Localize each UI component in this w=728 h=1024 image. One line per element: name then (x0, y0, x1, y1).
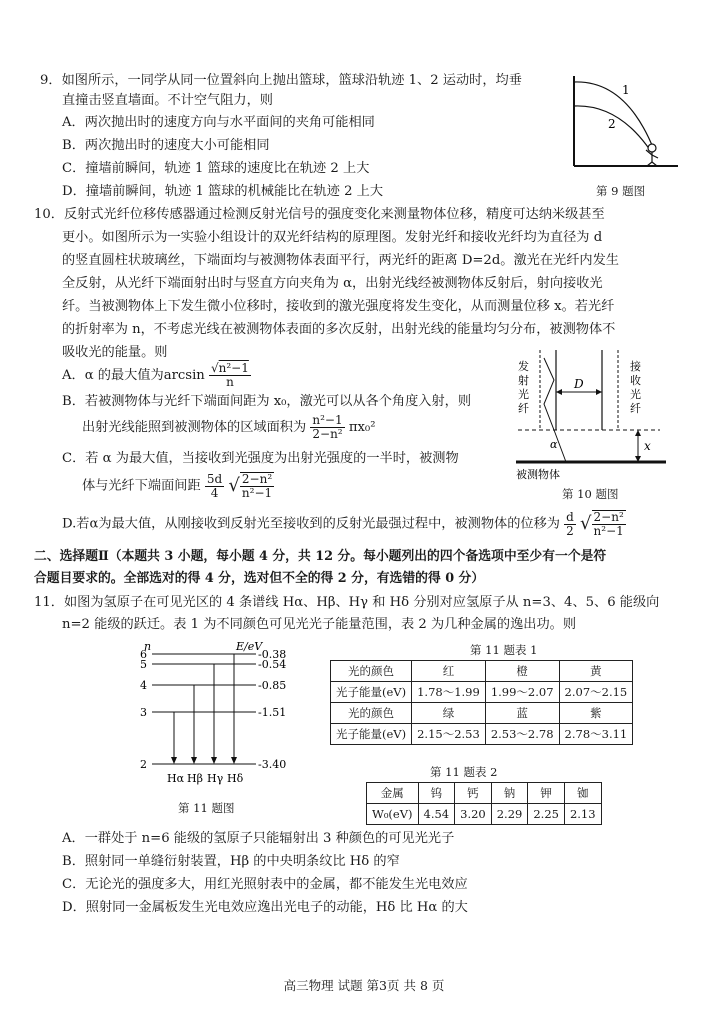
q11-n-label: n (144, 640, 152, 653)
table-cell: 铷 (564, 783, 601, 804)
q10-d-fden: 2 (566, 523, 574, 538)
q10-option-b-line2 (82, 414, 376, 444)
q9-fig-label-1: 1 (622, 83, 630, 97)
table-cell: 红 (412, 661, 486, 682)
q10-fig-alpha: α (550, 438, 558, 451)
table-cell: 1.78～1.99 (412, 682, 486, 703)
q10-fig-left4: 纤 (518, 402, 529, 415)
table-cell: 光的颜色 (331, 703, 412, 724)
q11-line-hdelta: Hδ (227, 772, 244, 785)
q11-option-a: A．一群处于 n=6 能级的氢原子只能辐射出 3 种颜色的可见光光子 (62, 831, 455, 846)
q10-a-fraction: $\frac{\text{√n²−1}}{n}$ (210, 361, 249, 389)
q10-fig-x: x (644, 439, 651, 453)
q10-b-text: 出射光线能照到被测物体的区域面积为 (82, 420, 307, 435)
q9-option-d: D．撞墙前瞬间，轨迹 1 篮球的机械能比在轨迹 2 上大 (62, 184, 384, 199)
q11-level-4-e: -0.85 (258, 679, 287, 692)
page-footer: 高三物理 试题 第3页 共 8 页 (283, 978, 445, 993)
q9-stem-line1: 9．如图所示，一同学从同一位置斜向上抛出篮球，篮球沿轨迹 1、2 运动时，均垂 (40, 73, 522, 88)
q10-c-radical (240, 472, 274, 500)
q9-figure (566, 74, 686, 180)
q9-option-b: B．两次抛出时的速度大小可能相同 (62, 138, 270, 153)
section2-header-line2: 合题目要求的。全部选对的得 4 分，选对但不全的得 2 分，有选错的得 0 分） (34, 571, 485, 586)
q10-fig-left1: 发 (518, 360, 529, 373)
q9-option-a: A．两次抛出时的速度方向与水平面间的夹角可能相同 (62, 115, 375, 130)
q10-line7: 吸收光的能量。则 (62, 345, 168, 360)
table-cell: 钙 (455, 783, 492, 804)
table-cell: 光的颜色 (331, 661, 412, 682)
table-cell: 2.29 (491, 804, 528, 825)
q10-d-radical (592, 510, 626, 538)
table-cell: 金属 (367, 783, 419, 804)
q11-level-6-e: -0.38 (258, 648, 287, 661)
table-row (367, 804, 602, 825)
q10-c-den: n²−1 (241, 486, 273, 500)
q10-b-post: πx₀² (348, 420, 376, 435)
q10-d-text: D.若α为最大值，从刚接收到反射光至接收到的反射光最强过程中，被测物体的位移为 (62, 516, 560, 532)
q11-level-3-e: -1.51 (258, 706, 287, 719)
q10-c-fden: 4 (210, 485, 219, 500)
q9-stem-line2: 直撞击竖直墙面。不计空气阻力，则 (62, 93, 273, 108)
q11-line-halpha: Hα (167, 772, 185, 785)
q10-option-b-line1: B．若被测物体与光纤下端面间距为 x₀，激光可以从各个角度入射，则 (62, 394, 472, 409)
table-cell: 1.99～2.07 (485, 682, 559, 703)
q10-line4: 全反射，从光纤下端面射出时与竖直方向夹角为 α，出射光线经被测物体反射后，射向接收光 (62, 276, 603, 291)
q11-level-2-e: -3.40 (258, 758, 287, 771)
q11-level-2-n: 2 (140, 758, 147, 771)
q11-option-c: C．无论光的强度多大，用红光照射表中的金属，都不能发生光电效应 (62, 877, 468, 892)
q10-d-fnum: d (566, 509, 574, 524)
q11-line1: 11．如图为氢原子在可见光区的 4 条谱线 Hα、Hβ、Hγ 和 Hδ 分别对应氢原子从 n=3、4、5、6 能级向 (34, 595, 660, 610)
q10-figure (510, 348, 680, 480)
table-cell: 钠 (491, 783, 528, 804)
table-row (331, 724, 633, 745)
q10-caption: 第 10 题图 (562, 487, 619, 501)
table-cell: 绿 (412, 703, 486, 724)
q10-d-coef (564, 511, 576, 538)
table-cell: 钾 (528, 783, 565, 804)
q10-d-den: n²−1 (593, 524, 624, 538)
q10-c-text: 体与光纤下端面间距 (82, 478, 201, 494)
q11-energy-diagram (132, 640, 302, 786)
q10-b-num: n²−1 (312, 413, 343, 427)
table-cell: 2.53～2.78 (485, 724, 559, 745)
table-cell: W₀(eV) (367, 804, 419, 825)
q11-level-4-n: 4 (140, 679, 147, 692)
q10-c-num: 2−n² (241, 472, 273, 486)
q10-fig-right1: 接 (630, 360, 641, 373)
q11-level-5-n: 5 (140, 658, 147, 671)
q10-fig-right2: 收 (630, 374, 641, 387)
q9-caption: 第 9 题图 (596, 184, 646, 198)
q11-table1 (330, 660, 633, 745)
q10-d-num: 2−n² (593, 510, 624, 524)
q11-option-b: B．照射同一单缝衍射装置，Hβ 的中央明条纹比 Hδ 的窄 (62, 854, 400, 869)
q11-option-d: D．照射同一金属板发生光电效应逸出光电子的动能，Hδ 比 Hα 的大 (62, 900, 468, 915)
table-row (331, 682, 633, 703)
table-row (331, 661, 633, 682)
table-cell: 橙 (485, 661, 559, 682)
table-cell: 3.20 (455, 804, 492, 825)
q10-a-den: n (226, 375, 234, 389)
table-cell: 黄 (559, 661, 633, 682)
table-cell: 2.13 (564, 804, 601, 825)
q10-option-c-line2: 体与光纤下端面间距 $\frac{5d}{4}$ √ $\frac{\text{2−n²}}{\text{n²−1}}$ (82, 471, 273, 500)
q10-fig-right4: 纤 (630, 402, 641, 415)
q10-line6: 的折射率为 n，不考虑光线在被测物体表面的多次反射，出射光线的能量均匀分布，被测物体不 (62, 322, 616, 337)
table-cell: 2.15～2.53 (412, 724, 486, 745)
q10-fig-left3: 光 (518, 388, 529, 401)
q11-table1-title: 第 11 题表 1 (470, 643, 538, 657)
q11-line-hbeta: Hβ (187, 772, 203, 785)
q10-option-d: D.若α为最大值，从刚接收到反射光至接收到的反射光最强过程中，被测物体的位移为 $\frac{d}{2}$ √ $\frac{\text{2−n²}}{\text{n²−1}}$ (62, 509, 624, 538)
q10-fig-left2: 射 (518, 374, 529, 387)
table-cell: 2.25 (528, 804, 565, 825)
q11-level-5-e: -0.54 (258, 658, 287, 671)
q10-a-text: A．α 的最大值为arcsin (62, 368, 205, 383)
q10-option-c-line1: C．若 α 为最大值，当接收到光强度为出射光强度的一半时，被测物 (62, 451, 459, 466)
table-row (331, 703, 633, 724)
table-cell: 光子能量(eV) (331, 724, 412, 745)
q10-a-num: n²−1 (218, 361, 249, 375)
q10-c-coef (205, 473, 224, 500)
table-cell: 2.07～2.15 (559, 682, 633, 703)
q11-line2: n=2 能级的跃迁。表 1 为不同颜色可见光光子能量范围，表 2 为几种金属的逸出功。则 (62, 617, 577, 632)
q10-b-fraction (310, 414, 344, 441)
q10-line1: 10．反射式光纤位移传感器通过检测反射光信号的强度变化来测量物体位移，精度可达纳米级甚至 (34, 207, 605, 222)
q10-line2: 更小。如图所示为一实验小组设计的双光纤结构的原理图。发射光纤和接收光纤均为直径为 d (62, 230, 603, 245)
q11-level-3-n: 3 (140, 706, 147, 719)
q11-e-label: E/eV (236, 640, 263, 653)
table-cell: 蓝 (485, 703, 559, 724)
q10-fig-object: 被测物体 (516, 468, 560, 480)
table-cell: 钨 (418, 783, 455, 804)
table-cell: 光子能量(eV) (331, 682, 412, 703)
q10-option-a (62, 362, 251, 390)
table-cell: 2.78～3.11 (559, 724, 633, 745)
q9-fig-label-2: 2 (608, 117, 616, 131)
q10-line3: 的竖直圆柱状玻璃丝，下端面均与被测物体表面平行，两光纤的距离 D=2d。激光在光纤内发生 (62, 253, 619, 268)
q11-figure-caption: 第 11 题图 (178, 801, 235, 815)
q11-table2-title: 第 11 题表 2 (430, 765, 498, 779)
q11-table2 (366, 782, 602, 825)
table-cell: 紫 (559, 703, 633, 724)
q10-b-den: 2−n² (312, 427, 343, 441)
q11-level-6-n: 6 (140, 648, 147, 661)
q10-fig-d: D (574, 377, 584, 391)
q11-line-hgamma: Hγ (207, 772, 224, 785)
section2-header-line1: 二、选择题Ⅱ（本题共 3 小题，每小题 4 分，共 12 分。每小题列出的四个备选项中至少有一个是符 (34, 549, 607, 564)
table-row (367, 783, 602, 804)
q10-fig-right3: 光 (630, 388, 641, 401)
q10-line5: 纤。当被测物体上下发生微小位移时，接收到的激光强度将发生变化，从而测量位移 x。若光纤 (62, 299, 615, 314)
q10-c-fnum: 5d (206, 471, 223, 486)
table-cell: 4.54 (418, 804, 455, 825)
q9-option-c: C．撞墙前瞬间，轨迹 1 篮球的速度比在轨迹 2 上大 (62, 161, 370, 176)
